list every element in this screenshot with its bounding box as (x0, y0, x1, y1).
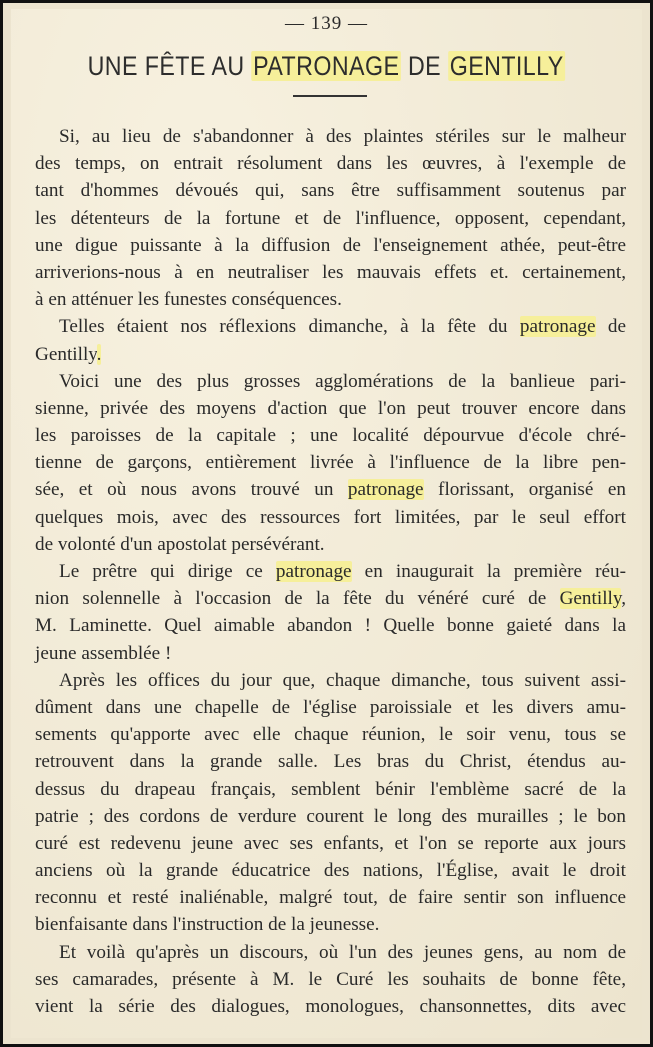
title-highlight-gentilly: GENTILLY (449, 51, 564, 81)
text-segment: Si, au lieu de s'abandonner à des plaintes stériles sur le malheur (59, 126, 626, 147)
search-highlight: patronage (347, 479, 424, 501)
text-line (35, 395, 626, 422)
text-line (35, 531, 626, 558)
text-segment: Voici une des plus grosses agglomérations de la banlieue pari- (59, 370, 626, 392)
text-segment: les paroisses de la capitale ; une localité dépourvue d'école chré- (35, 425, 626, 447)
text-line (35, 123, 626, 150)
text-segment: ses camarades, présente à M. le Curé les souhaits de bonne fête, (35, 968, 626, 990)
text-line (35, 884, 626, 911)
document-page (11, 9, 642, 1038)
text-segment: dûment dans une chapelle de l'église paroissiale et les divers amu- (35, 696, 626, 718)
text-line (35, 558, 626, 585)
text-segment: sée, et où nous avons trouvé un (35, 479, 348, 501)
text-segment: curé est redevenu jeune avec ses enfants, et l'on se reporte aux jours (35, 832, 626, 854)
text-segment: de (595, 316, 626, 338)
search-highlight: Gentilly (559, 588, 622, 610)
text-line (35, 286, 626, 313)
text-segment: Telles étaient nos réflexions dimanche, à la fête du (59, 316, 520, 338)
text-line (35, 177, 626, 204)
text-segment: de volonté d'un apostolat persévérant. (35, 533, 325, 555)
text-segment: Le prêtre qui dirige ce (59, 561, 276, 582)
text-segment: tant d'hommes dévoués qui, sans être suffisamment soutenus par (35, 180, 626, 202)
text-line (35, 939, 626, 966)
text-segment: florissant, organisé en (423, 479, 626, 501)
text-line (35, 612, 626, 639)
title-highlight-patronage: PATRONAGE (253, 51, 400, 81)
text-line (35, 667, 626, 694)
text-line (35, 259, 626, 286)
text-line (35, 694, 626, 721)
text-segment: sements qu'apporte avec elle chaque réunion, le soir venu, tous se (35, 724, 626, 746)
text-line (35, 966, 626, 993)
search-highlight: . (96, 343, 102, 365)
text-segment: retrouvent dans la grande salle. Les bras du Christ, étendus au- (35, 751, 626, 773)
article-title (55, 51, 598, 82)
text-segment: quelques mois, avec des ressources fort limitées, par le seul effort (35, 506, 626, 528)
text-segment: sienne, privée des moyens d'action que l'on peut trouver encore dans (35, 397, 626, 419)
text-line (35, 803, 626, 830)
text-segment: une digue puissante à la diffusion de l'enseignement athée, peut-être (35, 234, 626, 256)
text-segment: Et voilà qu'après un discours, où l'un des jeunes gens, au nom de (59, 941, 626, 963)
text-segment: M. Laminette. Quel aimable abandon ! Quelle bonne gaieté dans la (35, 615, 626, 637)
title-divider (293, 95, 367, 97)
text-segment: à en atténuer les funestes conséquences. (35, 289, 342, 311)
search-highlight: patronage (275, 561, 352, 582)
search-highlight: patronage (519, 316, 596, 338)
text-line (35, 368, 626, 395)
text-segment: patrie ; des cordons de verdure courent le long des murailles ; le bon (35, 805, 626, 827)
text-line (35, 911, 626, 938)
text-line (35, 748, 626, 775)
text-segment: bienfaisante dans l'instruction de la jeunesse. (35, 914, 380, 936)
title-text-2: DE (401, 51, 448, 81)
text-segment: Après les offices du jour que, chaque dimanche, tous suivent assi- (59, 669, 626, 691)
text-line (35, 776, 626, 803)
article-body (35, 123, 626, 1020)
text-segment: reconnu et resté inaliénable, malgré tout, de faire sentir son influence (35, 887, 626, 909)
text-segment: tienne de garçons, entièrement livrée à l'influence de la libre pen- (35, 452, 626, 474)
text-line (35, 993, 626, 1020)
text-segment: Gentilly (35, 343, 97, 365)
text-segment: des temps, on entrait résolument dans les œuvres, à l'exemple de (35, 153, 626, 175)
text-line (35, 205, 626, 232)
text-segment: anciens où la grande éducatrice des nations, l'Église, avait le droit (35, 860, 626, 882)
text-segment: en inaugurait la première réu- (351, 561, 626, 582)
text-line (35, 721, 626, 748)
text-segment: jeune assemblée ! (35, 642, 172, 664)
text-line (35, 449, 626, 476)
title-text-1: UNE FÊTE AU (87, 51, 252, 81)
text-segment: dessus du drapeau français, semblent bénir l'emblème sacré de la (35, 778, 626, 800)
text-line (35, 232, 626, 259)
text-line (35, 857, 626, 884)
text-segment: nion solennelle à l'occasion de la fête du vénéré curé de (35, 588, 560, 610)
text-segment: les détenteurs de la fortune et de l'influence, opposent, cependant, (35, 207, 626, 229)
text-segment: vient la série des dialogues, monologues, chansonnettes, dits avec (35, 996, 626, 1017)
text-line (35, 422, 626, 449)
text-line (35, 830, 626, 857)
text-segment: arriverions-nous à en neutraliser les mauvais effets et. certainement, (35, 261, 626, 283)
text-line (35, 504, 626, 531)
text-line (35, 640, 626, 667)
text-segment: , (621, 588, 626, 610)
text-line (35, 476, 626, 503)
page-number: — 139 — (285, 13, 368, 34)
text-line (35, 341, 626, 368)
text-line (35, 150, 626, 177)
text-line (35, 313, 626, 340)
text-line (35, 585, 626, 612)
